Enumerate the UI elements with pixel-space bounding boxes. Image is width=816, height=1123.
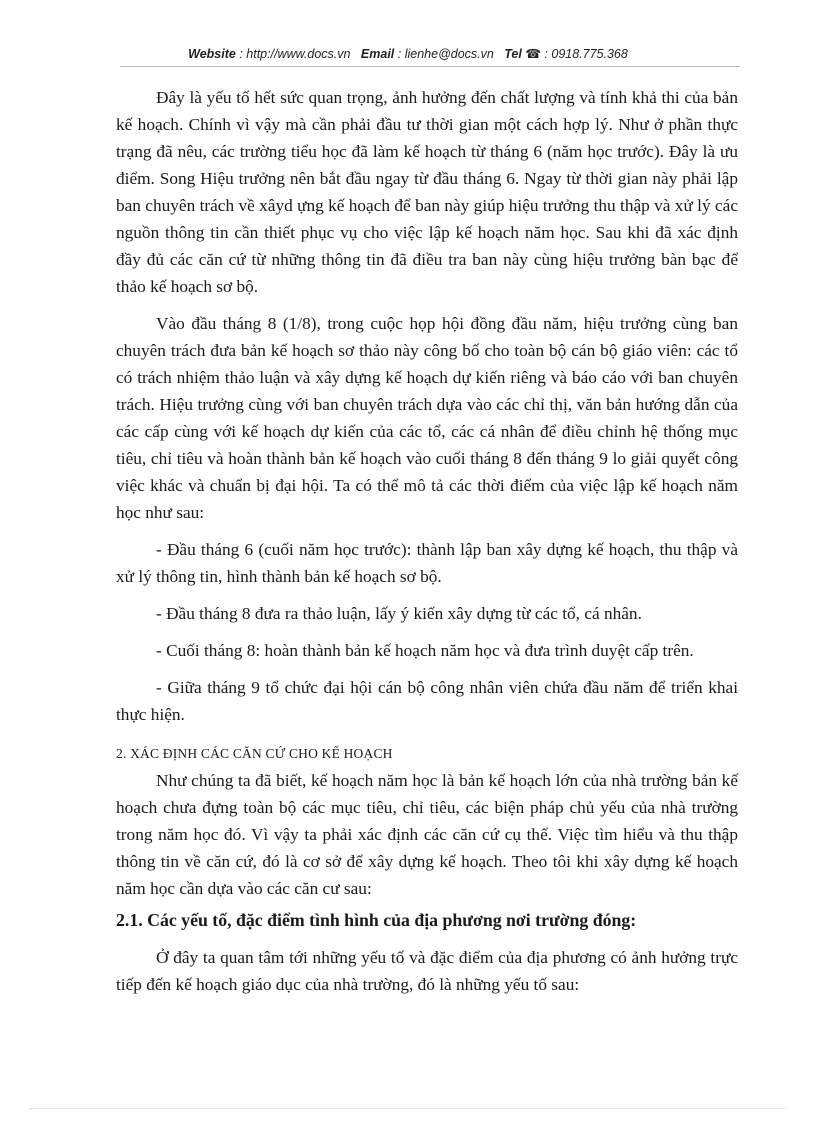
header-divider xyxy=(120,66,740,67)
email-label: Email xyxy=(360,47,395,61)
paragraph-2: Vào đầu tháng 8 (1/8), trong cuộc họp hội đồng đầu năm, hiệu trưởng cùng ban chuyên trách đưa bản kế hoạch sơ thảo này công bố cho toàn bộ cán bộ giáo viên: các tổ có trách nhiệm thảo luận và xây dựng kế hoạch dự kiến riêng và báo cáo với ban chuyên trách. Hiệu trưởng cùng với ban chuyên trách dựa vào các chỉ thị, văn bản hướng dẫn của các cấp cùng với kế hoạch dự kiến của các tổ, các cá nhân để điều chỉnh hệ thống mục tiêu, chỉ tiêu và hoàn thành bản kế hoạch vào cuối tháng 8 đến tháng 9 lo giải quyết công việc khác và chuẩn bị đại hội. Ta có thể mô tả các thời điểm của việc lập kế hoạch năm học như sau: xyxy=(116,314,738,522)
phone-icon: ☎ xyxy=(525,47,541,61)
website-value: : http://www.docs.vn xyxy=(239,47,351,61)
tel-label: Tel xyxy=(504,47,522,61)
website-label: Website xyxy=(188,47,236,61)
paragraph-4: Ở đây ta quan tâm tới những yếu tố và đặc điểm của địa phương có ảnh hưởng trực tiếp đến kế hoạch giáo dục của nhà trường, đó là những yếu tố sau: xyxy=(116,948,738,994)
bullet-3: - Cuối tháng 8: hoàn thành bản kế hoạch năm học và đưa trình duyệt cấp trên. xyxy=(156,641,694,660)
bullet-4: - Giữa tháng 9 tổ chức đại hội cán bộ công nhân viên chứa đầu năm để triển khai thực hiện. xyxy=(116,678,738,724)
bullet-2: - Đầu tháng 8 đưa ra thảo luận, lấy ý kiến xây dựng từ các tổ, cá nhân. xyxy=(156,604,642,623)
paragraph-1: Đây là yếu tố hết sức quan trọng, ảnh hưởng đến chất lượng và tính khả thi của bản kế hoạch. Chính vì vậy mà cần phải đầu tư thời gian một cách hợp lý. Như ở phần thực trạng đã nêu, các trường tiểu học đã làm kế hoạch từ tháng 6 (năm học trước). Đây là ưu điểm. Song Hiệu trưởng nên bắt đầu ngay từ đầu tháng 6. Ngay từ thời gian này phải lập ban chuyên trách về xâyd ựng kế hoạch để ban này giúp hiệu trưởng thu thập và xử lý các nguồn thông tin cần thiết phục vụ cho việc lập kế hoạch năm học. Sau khi đã xác định đầy đủ các căn cứ từ những thông tin đã điều tra ban này cùng hiệu trưởng bàn bạc để thảo kế hoạch sơ bộ. xyxy=(116,88,738,296)
bullet-1: - Đầu tháng 6 (cuối năm học trước): thành lập ban xây dựng kế hoạch, thu thập và xử lý thông tin, hình thành bản kế hoạch sơ bộ. xyxy=(116,540,738,586)
page-bottom-divider xyxy=(30,1108,786,1109)
subsection-heading-2-1: 2.1. Các yếu tố, đặc điểm tình hình của địa phương nơi trường đóng: xyxy=(116,910,637,930)
page-header xyxy=(0,46,816,61)
document-body xyxy=(116,84,738,998)
paragraph-3: Như chúng ta đã biết, kế hoạch năm học là bản kế hoạch lớn của nhà trường bản kế hoạch chưa đựng toàn bộ các mục tiêu, chỉ tiêu, các biện pháp chủ yếu của nhà trường trong năm học đó. Vì vậy ta phải xác định các căn cứ cụ thể. Việc tìm hiểu và thu thập thông tin về căn cứ, đó là cơ sở để xây dựng kế hoạch. Theo tôi khi xây dựng kế hoạch năm học cần dựa vào các căn cư sau: xyxy=(116,771,738,898)
section-heading-2: 2. XÁC ĐỊNH CÁC CĂN CỨ CHO KẾ HOẠCH xyxy=(116,746,393,761)
email-value: : lienhe@docs.vn xyxy=(397,47,494,61)
tel-value: : 0918.775.368 xyxy=(544,47,628,61)
